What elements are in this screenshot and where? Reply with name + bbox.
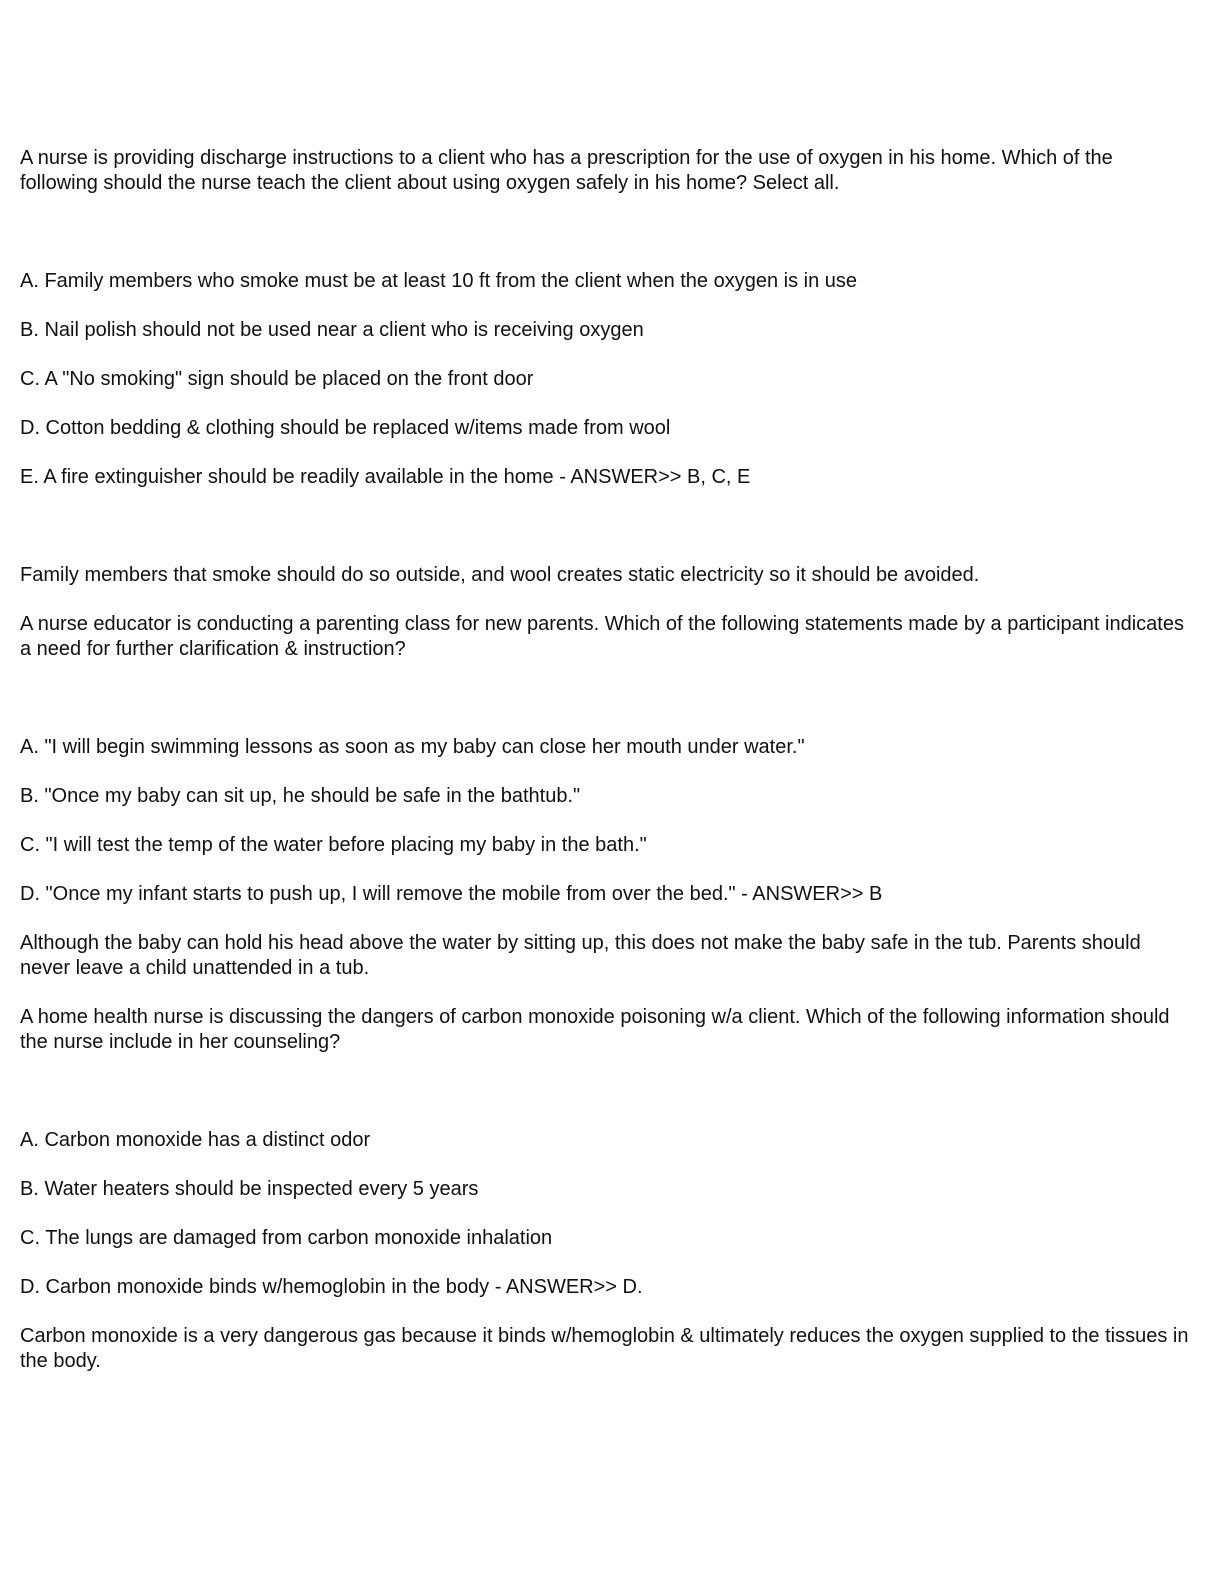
question-2-option-c: C. "I will test the temp of the water before placing my baby in the bath." bbox=[20, 834, 647, 856]
question-3-option-d: D. Carbon monoxide binds w/hemoglobin in the body - ANSWER>> D. bbox=[20, 1276, 643, 1298]
question-1-option-b: B. Nail polish should not be used near a client who is receiving oxygen bbox=[20, 319, 644, 341]
question-1-option-a: A. Family members who smoke must be at least 10 ft from the client when the oxygen is in use bbox=[20, 270, 858, 292]
question-1-explanation: Family members that smoke should do so outside, and wool creates static electricity so it should be avoided. bbox=[20, 564, 980, 586]
question-1-option-e: E. A fire extinguisher should be readily available in the home - ANSWER>> B, C, E bbox=[20, 466, 751, 488]
question-3-option-b: B. Water heaters should be inspected every 5 years bbox=[20, 1178, 479, 1200]
question-3-explanation: Carbon monoxide is a very dangerous gas because it binds w/hemoglobin & ultimately reduces the oxygen supplied to the tissues in the body. bbox=[20, 1325, 1189, 1372]
question-2-option-d: D. "Once my infant starts to push up, I will remove the mobile from over the bed." - ANSWER>> B bbox=[20, 883, 883, 905]
question-1-option-d: D. Cotton bedding & clothing should be replaced w/items made from wool bbox=[20, 417, 671, 439]
question-3-option-a: A. Carbon monoxide has a distinct odor bbox=[20, 1129, 371, 1151]
question-3-option-c: C. The lungs are damaged from carbon monoxide inhalation bbox=[20, 1227, 553, 1249]
document-page bbox=[20, 146, 1190, 1398]
question-3-stem: A home health nurse is discussing the dangers of carbon monoxide poisoning w/a client. Which of the following information should the nurse include in her counseling? bbox=[20, 1006, 1170, 1053]
question-2-option-b: B. "Once my baby can sit up, he should be safe in the bathtub." bbox=[20, 785, 581, 807]
question-1-option-c: C. A "No smoking" sign should be placed on the front door bbox=[20, 368, 534, 390]
question-2-stem: A nurse educator is conducting a parenting class for new parents. Which of the following statements made by a participant indicates a need for further clarification & instruction? bbox=[20, 613, 1184, 660]
question-1-stem: A nurse is providing discharge instructions to a client who has a prescription for the use of oxygen in his home. Which of the following should the nurse teach the client about using oxygen safely in his home? Select all. bbox=[20, 147, 1113, 194]
question-2-explanation: Although the baby can hold his head above the water by sitting up, this does not make the baby safe in the tub. Parents should never leave a child unattended in a tub. bbox=[20, 932, 1141, 979]
question-2-option-a: A. "I will begin swimming lessons as soon as my baby can close her mouth under water." bbox=[20, 736, 805, 758]
